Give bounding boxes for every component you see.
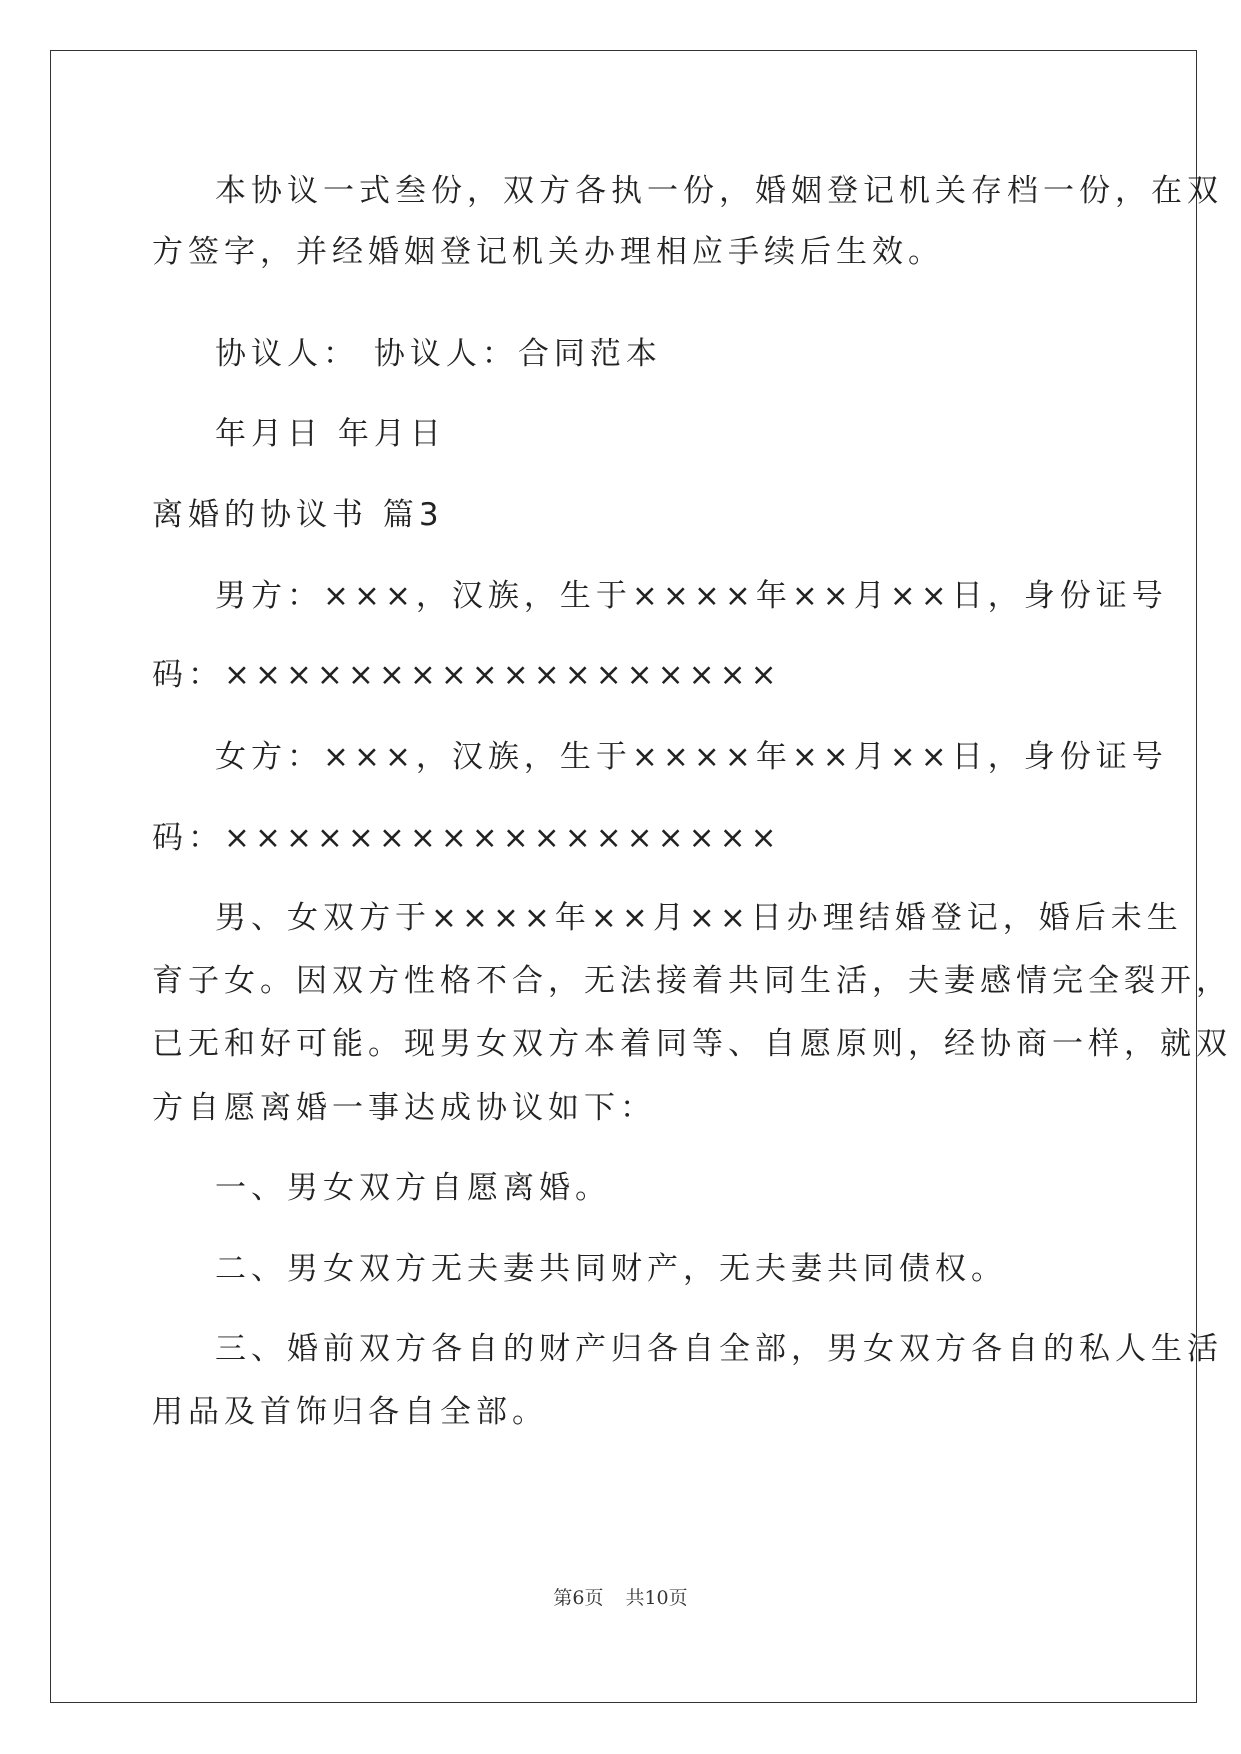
paragraph-line: 男方：×××，汉族，生于××××年××月××日，身份证号: [215, 578, 1168, 614]
paragraph-line: 本协议一式叁份，双方各执一份，婚姻登记机关存档一份，在双: [215, 173, 1223, 209]
page-footer: [0, 1583, 1241, 1610]
paragraph-line: 方自愿离婚一事达成协议如下：: [152, 1090, 656, 1126]
paragraph-line: 码：××××××××××××××××××: [152, 657, 782, 693]
paragraph-line: 女方：×××，汉族，生于××××年××月××日，身份证号: [215, 739, 1168, 775]
paragraph-line: 码：××××××××××××××××××: [152, 820, 782, 856]
paragraph-line: 育子女。因双方性格不合，无法接着共同生活，夫妻感情完全裂开，: [152, 963, 1232, 999]
page-total: 共10页: [625, 1587, 688, 1609]
list-item: 二、男女双方无夫妻共同财产，无夫妻共同债权。: [215, 1251, 1007, 1287]
page-border: [50, 50, 1232, 1703]
list-item: 三、婚前双方各自的财产归各自全部，男女双方各自的私人生活: [215, 1331, 1223, 1367]
signatories-line: 协议人： 协议人：合同范本: [215, 336, 662, 372]
date-line: 年月日 年月日: [215, 416, 446, 452]
paragraph-line: 用品及首饰归各自全部。: [152, 1394, 548, 1430]
section-heading: 离婚的协议书 篇3: [152, 497, 444, 533]
page-number: 第6页: [553, 1587, 604, 1609]
paragraph-line: 方签字，并经婚姻登记机关办理相应手续后生效。: [152, 234, 944, 270]
list-item: 一、男女双方自愿离婚。: [215, 1170, 611, 1206]
paragraph-line: 男、女双方于××××年××月××日办理结婚登记，婚后未生: [215, 900, 1183, 936]
paragraph-line: 已无和好可能。现男女双方本着同等、自愿原则，经协商一样，就双: [152, 1026, 1232, 1062]
